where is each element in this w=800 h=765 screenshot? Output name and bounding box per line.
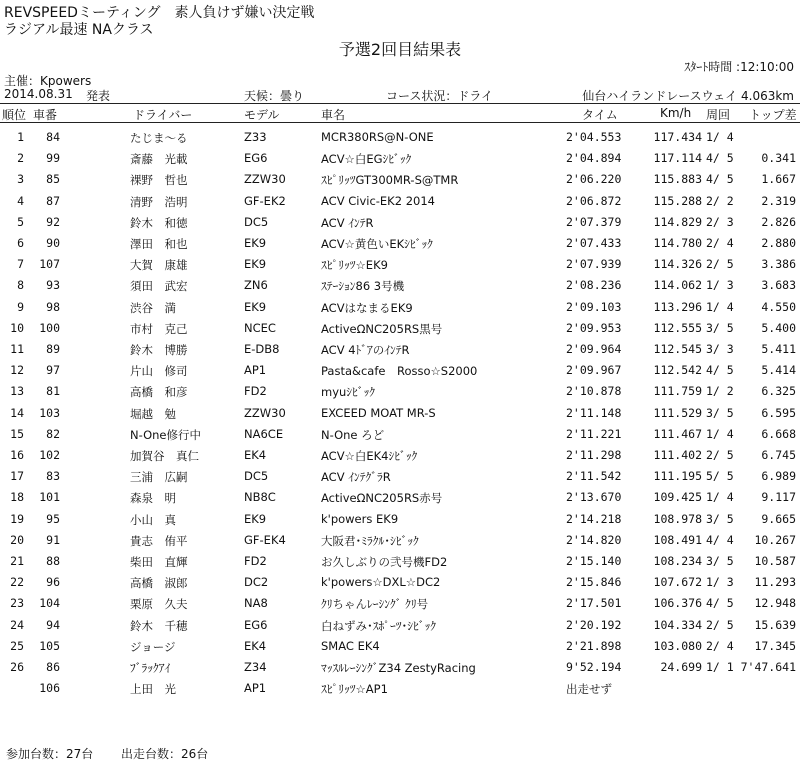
row-model: AP1 (244, 681, 267, 696)
row-carno: 94 (46, 617, 60, 632)
row-time: 2'09.953 (566, 320, 622, 335)
row-time: 出走せず (566, 682, 612, 697)
table-row (0, 596, 800, 614)
row-gap: 6.325 (761, 384, 796, 399)
row-time: 2'14.218 (566, 511, 622, 526)
row-gap: 17.345 (754, 638, 796, 653)
table-row (0, 342, 800, 360)
row-time: 2'09.967 (566, 363, 622, 378)
row-time: 2'17.501 (566, 596, 622, 611)
row-driver: 高橋 淑郎 (130, 576, 188, 591)
row-model: ZZW30 (244, 172, 286, 187)
row-time: 2'08.236 (566, 278, 622, 293)
row-laps: 4/ 5 (706, 363, 734, 378)
row-driver: 大賀 康雄 (130, 258, 188, 273)
row-gap: 5.411 (761, 342, 796, 356)
row-time: 2'21.898 (566, 638, 622, 653)
row-speed: 114.062 (653, 278, 702, 293)
host: 主催：Kpowers (4, 74, 92, 88)
row-carname: SMAC EK4 (321, 638, 380, 653)
row-pos: 9 (17, 299, 24, 314)
row-carno: 101 (39, 490, 60, 505)
row-model: EG6 (244, 151, 268, 166)
row-time: 2'11.298 (566, 448, 622, 462)
row-carno: 102 (39, 448, 60, 462)
table-row (0, 681, 800, 699)
row-model: EG6 (244, 617, 268, 632)
row-laps: 2/ 3 (706, 214, 734, 229)
header-rule-top (0, 103, 800, 104)
row-gap: 5.414 (761, 363, 796, 378)
row-speed: 112.545 (653, 342, 702, 356)
row-driver: 加賀谷 真仁 (130, 449, 199, 463)
table-row (0, 194, 800, 212)
row-gap: 6.668 (761, 426, 796, 441)
row-driver: 須田 武宏 (130, 279, 188, 294)
table-row (0, 363, 800, 381)
row-speed: 108.978 (653, 511, 702, 526)
row-model: EK9 (244, 257, 267, 272)
row-gap: 6.989 (761, 469, 796, 484)
row-time: 2'11.542 (566, 469, 622, 484)
col-pos-header: 順位 (2, 108, 27, 122)
row-speed: 24.699 (660, 660, 702, 674)
table-row (0, 406, 800, 424)
row-model: DC2 (244, 575, 269, 590)
table-row (0, 130, 800, 148)
document-title: 予選2回目結果表 (338, 40, 462, 59)
row-carname: k'powers☆DXL☆DC2 (321, 575, 441, 590)
row-model: EK9 (244, 511, 267, 526)
row-carno: 87 (46, 193, 60, 208)
header-rule-bottom (0, 122, 800, 123)
row-driver: 鈴木 博勝 (130, 343, 188, 357)
row-pos: 15 (10, 426, 24, 441)
col-speed-header: Km/h (660, 106, 692, 120)
row-carno: 83 (46, 469, 60, 484)
row-model: DC5 (244, 214, 269, 229)
row-carno: 100 (39, 320, 60, 335)
row-pos: 5 (17, 214, 24, 229)
row-laps: 4/ 5 (706, 151, 734, 166)
row-model: FD2 (244, 554, 267, 568)
row-speed: 115.883 (653, 172, 702, 187)
row-model: ZN6 (244, 278, 268, 293)
table-row (0, 300, 800, 318)
date: 2014.08.31 (4, 87, 73, 101)
row-laps: 1/ 3 (706, 278, 734, 293)
row-time: 2'14.820 (566, 532, 622, 547)
row-speed: 107.672 (653, 575, 702, 590)
row-carname: ACV ｲﾝﾃｸﾞﾗR (321, 470, 391, 485)
row-driver: N-One修行中 (130, 427, 201, 442)
row-carname: ACV ｲﾝﾃR (321, 215, 374, 230)
row-pos: 7 (17, 257, 24, 272)
row-pos: 2 (17, 151, 24, 166)
row-laps: 1/ 4 (706, 299, 734, 314)
row-pos: 11 (10, 342, 24, 356)
row-pos: 13 (10, 384, 24, 399)
row-gap: 2.826 (761, 214, 796, 229)
col-driver-header: ドライバー (133, 108, 193, 122)
row-laps: 3/ 3 (706, 342, 734, 356)
row-model: DC5 (244, 469, 269, 484)
row-speed: 111.195 (653, 469, 702, 484)
row-laps: 3/ 5 (706, 511, 734, 526)
row-carname: k'powers EK9 (321, 511, 399, 526)
row-model: AP1 (244, 363, 267, 378)
row-carname: ACV 4ﾄﾞｱのｲﾝﾃR (321, 343, 410, 357)
row-gap: 10.267 (754, 532, 796, 547)
row-model: NCEC (244, 320, 276, 335)
row-laps: 3/ 5 (706, 405, 734, 420)
row-time: 2'15.140 (566, 554, 622, 568)
row-speed: 115.288 (653, 193, 702, 208)
row-time: 2'20.192 (566, 617, 622, 632)
row-driver: たじま～る (130, 131, 188, 145)
row-carno: 92 (46, 214, 60, 229)
venue: 仙台ハイランドレースウェイ 4.063km (582, 89, 794, 103)
entries-count: 参加台数：27台 (6, 747, 94, 761)
row-carname: ACV☆白EGｼﾋﾞｯｸ (321, 152, 412, 167)
row-carno: 84 (46, 130, 60, 144)
row-carname: MCR380RS@N-ONE (321, 130, 434, 144)
row-carno: 96 (46, 575, 60, 590)
row-speed: 114.829 (653, 214, 702, 229)
table-row (0, 236, 800, 254)
row-speed: 111.759 (653, 384, 702, 399)
row-pos: 3 (17, 172, 24, 187)
row-driver: 片山 修司 (130, 364, 188, 379)
row-laps: 2/ 5 (706, 448, 734, 462)
row-carname: お久しぶりの弐号機FD2 (321, 555, 448, 569)
row-model: E-DB8 (244, 342, 280, 356)
row-speed: 108.234 (653, 554, 702, 568)
row-driver: 栗原 久夫 (130, 597, 188, 612)
col-model-header: モデル (244, 108, 280, 122)
row-model: EK4 (244, 638, 267, 653)
table-row (0, 278, 800, 296)
row-driver: 渋谷 満 (130, 300, 176, 315)
col-laps-header: 周回 (706, 108, 731, 122)
row-carno: 81 (46, 384, 60, 399)
row-speed: 114.326 (653, 257, 702, 272)
row-laps: 1/ 4 (706, 130, 734, 144)
row-model: EK4 (244, 448, 267, 462)
row-carno: 89 (46, 342, 60, 356)
row-driver: 柴田 直輝 (130, 555, 188, 569)
row-pos: 12 (10, 363, 24, 378)
table-row (0, 660, 800, 678)
row-carno: 106 (39, 681, 60, 696)
row-speed: 111.467 (653, 426, 702, 441)
row-pos: 20 (10, 532, 24, 547)
row-carname: Pasta&cafe Rosso☆S2000 (321, 364, 478, 379)
start-time: ｽﾀｰﾄ時間 :12:10:00 (684, 60, 794, 74)
row-carname: ACV☆黄色いEKｼﾋﾞｯｸ (321, 237, 433, 251)
row-pos: 18 (10, 490, 24, 505)
row-laps: 5/ 5 (706, 469, 734, 484)
row-pos: 1 (17, 130, 24, 144)
row-gap: 2.319 (761, 193, 796, 208)
row-carno: 82 (46, 426, 60, 441)
row-pos: 17 (10, 469, 24, 484)
row-gap: 9.117 (761, 490, 796, 505)
row-gap: 3.683 (761, 278, 796, 293)
row-carname: ACV Civic-EK2 2014 (321, 193, 435, 208)
row-pos: 4 (17, 193, 24, 208)
row-carname: ｽﾃｰｼｮﾝ86 3号機 (321, 279, 405, 294)
row-laps: 2/ 5 (706, 257, 734, 272)
row-carno: 104 (39, 596, 60, 611)
row-driver: 森泉 明 (130, 491, 176, 506)
row-pos: 26 (10, 660, 24, 674)
row-gap: 7'47.641 (740, 660, 796, 674)
row-speed: 111.529 (653, 405, 702, 420)
row-laps: 4/ 4 (706, 532, 734, 547)
row-time: 2'07.433 (566, 236, 622, 250)
row-pos: 8 (17, 278, 24, 293)
row-laps: 1/ 2 (706, 384, 734, 399)
row-time: 2'04.553 (566, 130, 622, 144)
row-gap: 6.745 (761, 448, 796, 462)
row-model: NA6CE (244, 426, 284, 441)
row-speed: 111.402 (653, 448, 702, 462)
row-time: 2'06.872 (566, 193, 622, 208)
row-model: Z34 (244, 660, 267, 674)
row-carname: ActiveΩNC205RS赤号 (321, 491, 443, 506)
table-row (0, 490, 800, 508)
row-pos: 19 (10, 511, 24, 526)
row-gap: 1.667 (761, 172, 796, 187)
row-speed: 112.542 (653, 363, 702, 378)
row-carno: 90 (46, 236, 60, 250)
row-carno: 103 (39, 405, 60, 420)
row-driver: 三浦 広嗣 (130, 470, 188, 485)
row-gap: 3.386 (761, 257, 796, 272)
row-driver: ジョージ (130, 639, 176, 654)
weather: 天候：曇り (244, 89, 305, 103)
row-gap: 10.587 (754, 554, 796, 568)
row-carno: 95 (46, 511, 60, 526)
row-laps: 4/ 5 (706, 172, 734, 187)
row-carname: 白ねずみ･ｽﾎﾟｰﾂ･ｼﾋﾞｯｸ (321, 618, 436, 633)
row-carname: ｽﾋﾟﾘｯﾂGT300MR-S@TMR (321, 173, 459, 188)
row-carno: 98 (46, 299, 60, 314)
row-laps: 2/ 2 (706, 193, 734, 208)
row-laps: 2/ 4 (706, 236, 734, 250)
row-carno: 97 (46, 363, 60, 378)
row-driver: 高橋 和彦 (130, 385, 188, 400)
row-laps: 2/ 5 (706, 617, 734, 632)
row-time: 2'11.148 (566, 405, 622, 420)
table-row (0, 384, 800, 402)
row-model: NB8C (244, 490, 276, 505)
row-time: 2'04.894 (566, 151, 622, 166)
row-speed: 113.296 (653, 299, 702, 314)
row-speed: 114.780 (653, 236, 702, 250)
row-laps: 2/ 4 (706, 638, 734, 653)
row-carno: 107 (39, 257, 60, 272)
row-carno: 93 (46, 278, 60, 293)
row-driver: 清野 浩明 (130, 194, 188, 209)
row-model: GF-EK2 (244, 193, 286, 208)
starters-count: 出走台数：26台 (120, 747, 209, 761)
table-row (0, 215, 800, 233)
row-model: FD2 (244, 384, 267, 399)
row-carname: 大阪君･ﾐﾗｸﾙ･ｼﾋﾞｯｸ (321, 533, 419, 548)
row-driver: 上田 光 (130, 682, 176, 697)
table-row (0, 554, 800, 572)
row-speed: 117.434 (653, 130, 702, 144)
col-gap-header: トップ差 (749, 108, 797, 122)
announce-label: 発表 (86, 89, 111, 103)
row-speed: 109.425 (653, 490, 702, 505)
row-speed: 112.555 (653, 320, 702, 335)
table-row (0, 575, 800, 593)
row-driver: 貴志 侑平 (130, 533, 188, 548)
row-speed: 117.114 (653, 151, 702, 166)
table-row (0, 533, 800, 551)
row-carno: 105 (39, 638, 60, 653)
event-title-line1: REVSPEEDミーティング 素人負けず嫌い決定戦 (4, 5, 315, 21)
row-gap: 5.400 (761, 320, 796, 335)
row-laps: 3/ 5 (706, 320, 734, 335)
table-row (0, 448, 800, 466)
row-gap: 11.293 (754, 575, 796, 590)
row-laps: 4/ 5 (706, 596, 734, 611)
row-carname: myuｼﾋﾞｯｸ (321, 385, 376, 400)
row-driver: 小山 真 (130, 512, 176, 527)
row-carno: 85 (46, 172, 60, 187)
row-driver: 鈴木 和徳 (130, 215, 188, 230)
row-time: 2'07.939 (566, 257, 622, 272)
event-title-line2: ラジアル最速 NAクラス (4, 22, 154, 38)
row-carname: ﾏｯｽﾙﾚｰｼﾝｸﾞZ34 ZestyRacing (321, 661, 476, 675)
table-row (0, 257, 800, 275)
row-pos: 21 (10, 554, 24, 568)
row-carno: 91 (46, 532, 60, 547)
row-speed: 103.080 (653, 638, 702, 653)
row-driver: 鈴木 千穂 (130, 618, 188, 633)
row-time: 2'15.846 (566, 575, 622, 590)
row-carname: EXCEED MOAT MR-S (321, 405, 436, 420)
col-carno-header: 車番 (33, 108, 58, 122)
row-time: 2'06.220 (566, 172, 622, 187)
row-time: 9'52.194 (566, 660, 622, 674)
row-pos: 6 (17, 236, 24, 250)
row-model: Z33 (244, 130, 267, 144)
row-gap: 4.550 (761, 299, 796, 314)
row-laps: 3/ 5 (706, 554, 734, 568)
row-carno: 99 (46, 151, 60, 166)
row-time: 2'09.103 (566, 299, 622, 314)
row-laps: 1/ 4 (706, 426, 734, 441)
table-row (0, 427, 800, 445)
row-model: GF-EK4 (244, 532, 286, 547)
row-driver: ﾌﾞﾗｯｸｱｲ (130, 661, 171, 675)
row-carname: N-One ろど (321, 427, 385, 442)
col-carname-header: 車名 (321, 108, 346, 122)
row-model: EK9 (244, 236, 267, 250)
row-pos: 10 (10, 320, 24, 335)
row-pos: 22 (10, 575, 24, 590)
row-gap: 9.665 (761, 511, 796, 526)
table-row (0, 639, 800, 657)
row-gap: 0.341 (761, 151, 796, 166)
table-row (0, 321, 800, 339)
row-carno: 86 (46, 660, 60, 674)
footer (6, 745, 208, 762)
row-driver: 市村 克己 (130, 321, 188, 336)
row-gap: 6.595 (761, 405, 796, 420)
row-time: 2'07.379 (566, 214, 622, 229)
row-gap: 2.880 (761, 236, 796, 250)
table-row (0, 469, 800, 487)
row-time: 2'10.878 (566, 384, 622, 399)
table-row (0, 151, 800, 169)
row-model: NA8 (244, 596, 268, 611)
row-driver: 澤田 和也 (130, 237, 188, 251)
row-driver: 裸野 哲也 (130, 173, 188, 188)
row-driver: 斎藤 光載 (130, 152, 188, 167)
row-carname: ｸﾘちゃんﾚｰｼﾝｸﾞ ｸﾘ号 (321, 597, 429, 612)
row-pos: 24 (10, 617, 24, 632)
row-pos: 16 (10, 448, 24, 462)
row-speed: 106.376 (653, 596, 702, 611)
table-row (0, 618, 800, 636)
col-time-header: タイム (582, 108, 618, 122)
row-laps: 1/ 3 (706, 575, 734, 590)
row-time: 2'11.221 (566, 426, 622, 441)
row-model: EK9 (244, 299, 267, 314)
row-carname: ｽﾋﾟﾘｯﾂ☆AP1 (321, 682, 388, 697)
row-pos: 25 (10, 638, 24, 653)
row-speed: 104.334 (653, 617, 702, 632)
row-carname: ACV☆白EK4ｼﾋﾞｯｸ (321, 449, 418, 463)
row-laps: 1/ 4 (706, 490, 734, 505)
table-row (0, 512, 800, 530)
row-carname: ActiveΩNC205RS黒号 (321, 321, 443, 336)
table-row (0, 172, 800, 190)
row-time: 2'13.670 (566, 490, 622, 505)
row-gap: 12.948 (754, 596, 796, 611)
row-carno: 88 (46, 554, 60, 568)
row-pos: 14 (10, 405, 24, 420)
row-speed: 108.491 (653, 532, 702, 547)
row-carname: ｽﾋﾟﾘｯﾂ☆EK9 (321, 258, 388, 273)
row-pos: 23 (10, 596, 24, 611)
row-carname: ACVはなまるEK9 (321, 300, 413, 315)
row-driver: 堀越 勉 (130, 406, 176, 421)
row-gap: 15.639 (754, 617, 796, 632)
course-condition: コース状況：ドライ (386, 89, 494, 103)
row-time: 2'09.964 (566, 342, 622, 356)
row-laps: 1/ 1 (706, 660, 734, 674)
row-model: ZZW30 (244, 405, 286, 420)
